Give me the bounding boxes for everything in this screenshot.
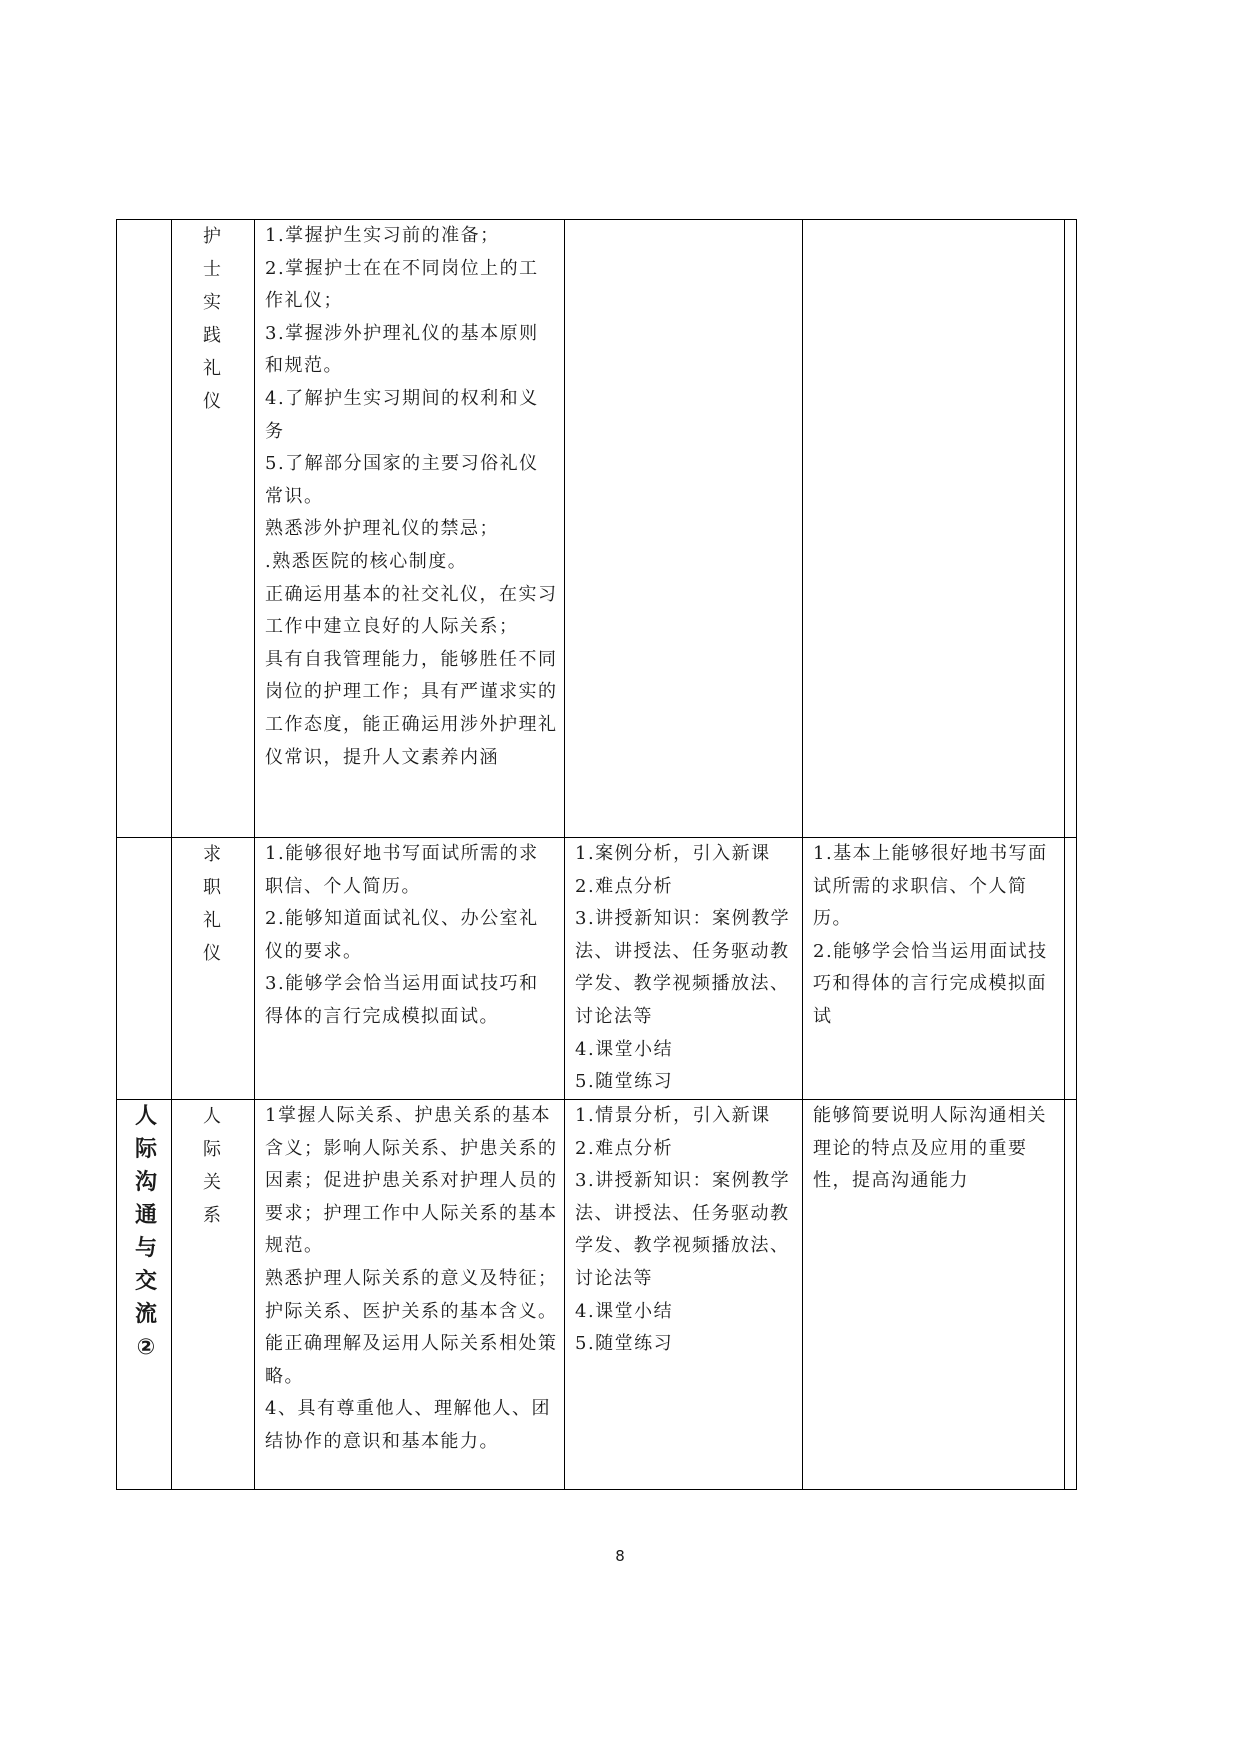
objective-item: 能正确理解及运用人际关系相处策略。 xyxy=(265,1333,558,1387)
module-cell xyxy=(117,838,172,1100)
unit-cell: 护士 实践 礼仪 xyxy=(172,220,255,838)
objective-item: 熟悉护理人际关系的意义及特征；护际关系、医护关系的基本含义。 xyxy=(265,1267,558,1322)
objective-item: .熟悉医院的核心制度。 xyxy=(265,550,468,572)
methods-cell xyxy=(565,1100,803,1490)
method-item: 1.案例分析，引入新课 xyxy=(575,843,771,864)
method-item: 5.随堂练习 xyxy=(575,1071,674,1093)
methods-cell xyxy=(565,838,803,1100)
margin-cell xyxy=(1065,838,1077,1100)
module-title: 人际沟通与交流② xyxy=(134,1104,157,1360)
objective-item: 1掌握人际关系、护患关系的基本含义；影响人际关系、护患关系的因素；促进护患关系对护理人员的要求；护理工作中人际关系的基本规范。 xyxy=(265,1105,558,1257)
page-number: 8 xyxy=(615,1547,625,1565)
objective-item: 3.能够学会恰当运用面试技巧和得体的言行完成模拟面试。 xyxy=(265,973,539,1027)
objective-item: 熟悉涉外护理礼仪的禁忌； xyxy=(265,518,499,540)
table-row xyxy=(117,838,1077,1100)
unit-cell: 人际 关系 xyxy=(172,1100,255,1490)
objectives-cell xyxy=(255,1100,565,1490)
course-plan-table xyxy=(116,219,1077,1490)
objective-item: 正确运用基本的社交礼仪，在实习工作中建立良好的人际关系； xyxy=(265,583,558,638)
objective-item: 4、具有尊重他人、理解他人、团结协作的意识和基本能力。 xyxy=(265,1398,551,1452)
table-row xyxy=(117,1100,1077,1490)
method-item: 3.讲授新知识：案例教学法、讲授法、任务驱动教学发、教学视频播放法、讨论法等 xyxy=(575,1170,791,1289)
methods-cell xyxy=(565,220,803,838)
assessment-cell xyxy=(803,838,1065,1100)
method-item: 5.随堂练习 xyxy=(575,1333,674,1355)
objective-item: 2.能够知道面试礼仪、办公室礼仪的要求。 xyxy=(265,908,539,962)
objective-item: 3.掌握涉外护理礼仪的基本原则和规范。 xyxy=(265,322,539,377)
objective-item: 5.了解部分国家的主要习俗礼仪常识。 xyxy=(265,453,539,507)
assessment-item: 1.基本上能够很好地书写面试所需的求职信、个人简历。 xyxy=(813,843,1048,930)
table-row xyxy=(117,220,1077,838)
objective-item: 4.了解护生实习期间的权利和义务 xyxy=(265,387,539,442)
objectives-cell xyxy=(255,220,565,838)
module-cell xyxy=(117,1100,172,1490)
method-item: 4.课堂小结 xyxy=(575,1300,674,1322)
assessment-item: 2.能够学会恰当运用面试技巧和得体的言行完成模拟面试 xyxy=(813,940,1048,1027)
objective-item: 1.能够很好地书写面试所需的求职信、个人简历。 xyxy=(265,843,539,897)
method-item: 2.难点分析 xyxy=(575,875,674,897)
assessment-cell xyxy=(803,1100,1065,1490)
module-cell xyxy=(117,220,172,838)
method-item: 4.课堂小结 xyxy=(575,1038,674,1060)
objectives-cell xyxy=(255,838,565,1100)
margin-cell xyxy=(1065,1100,1077,1490)
assessment-item: 能够简要说明人际沟通相关理论的特点及应用的重要性，提高沟通能力 xyxy=(813,1105,1047,1192)
unit-cell: 求职 礼仪 xyxy=(172,838,255,1100)
objective-item: 2.掌握护士在在不同岗位上的工作礼仪； xyxy=(265,257,539,312)
method-item: 2.难点分析 xyxy=(575,1137,674,1159)
method-item: 3.讲授新知识：案例教学法、讲授法、任务驱动教学发、教学视频播放法、讨论法等 xyxy=(575,908,791,1027)
margin-cell xyxy=(1065,220,1077,838)
objective-item: 1.掌握护生实习前的准备； xyxy=(265,225,500,246)
method-item: 1.情景分析，引入新课 xyxy=(575,1105,771,1126)
objective-item: 具有自我管理能力，能够胜任不同岗位的护理工作；具有严谨求实的工作态度，能正确运用涉外护理礼仪常识，提升人文素养内涵 xyxy=(265,648,558,768)
assessment-cell xyxy=(803,220,1065,838)
